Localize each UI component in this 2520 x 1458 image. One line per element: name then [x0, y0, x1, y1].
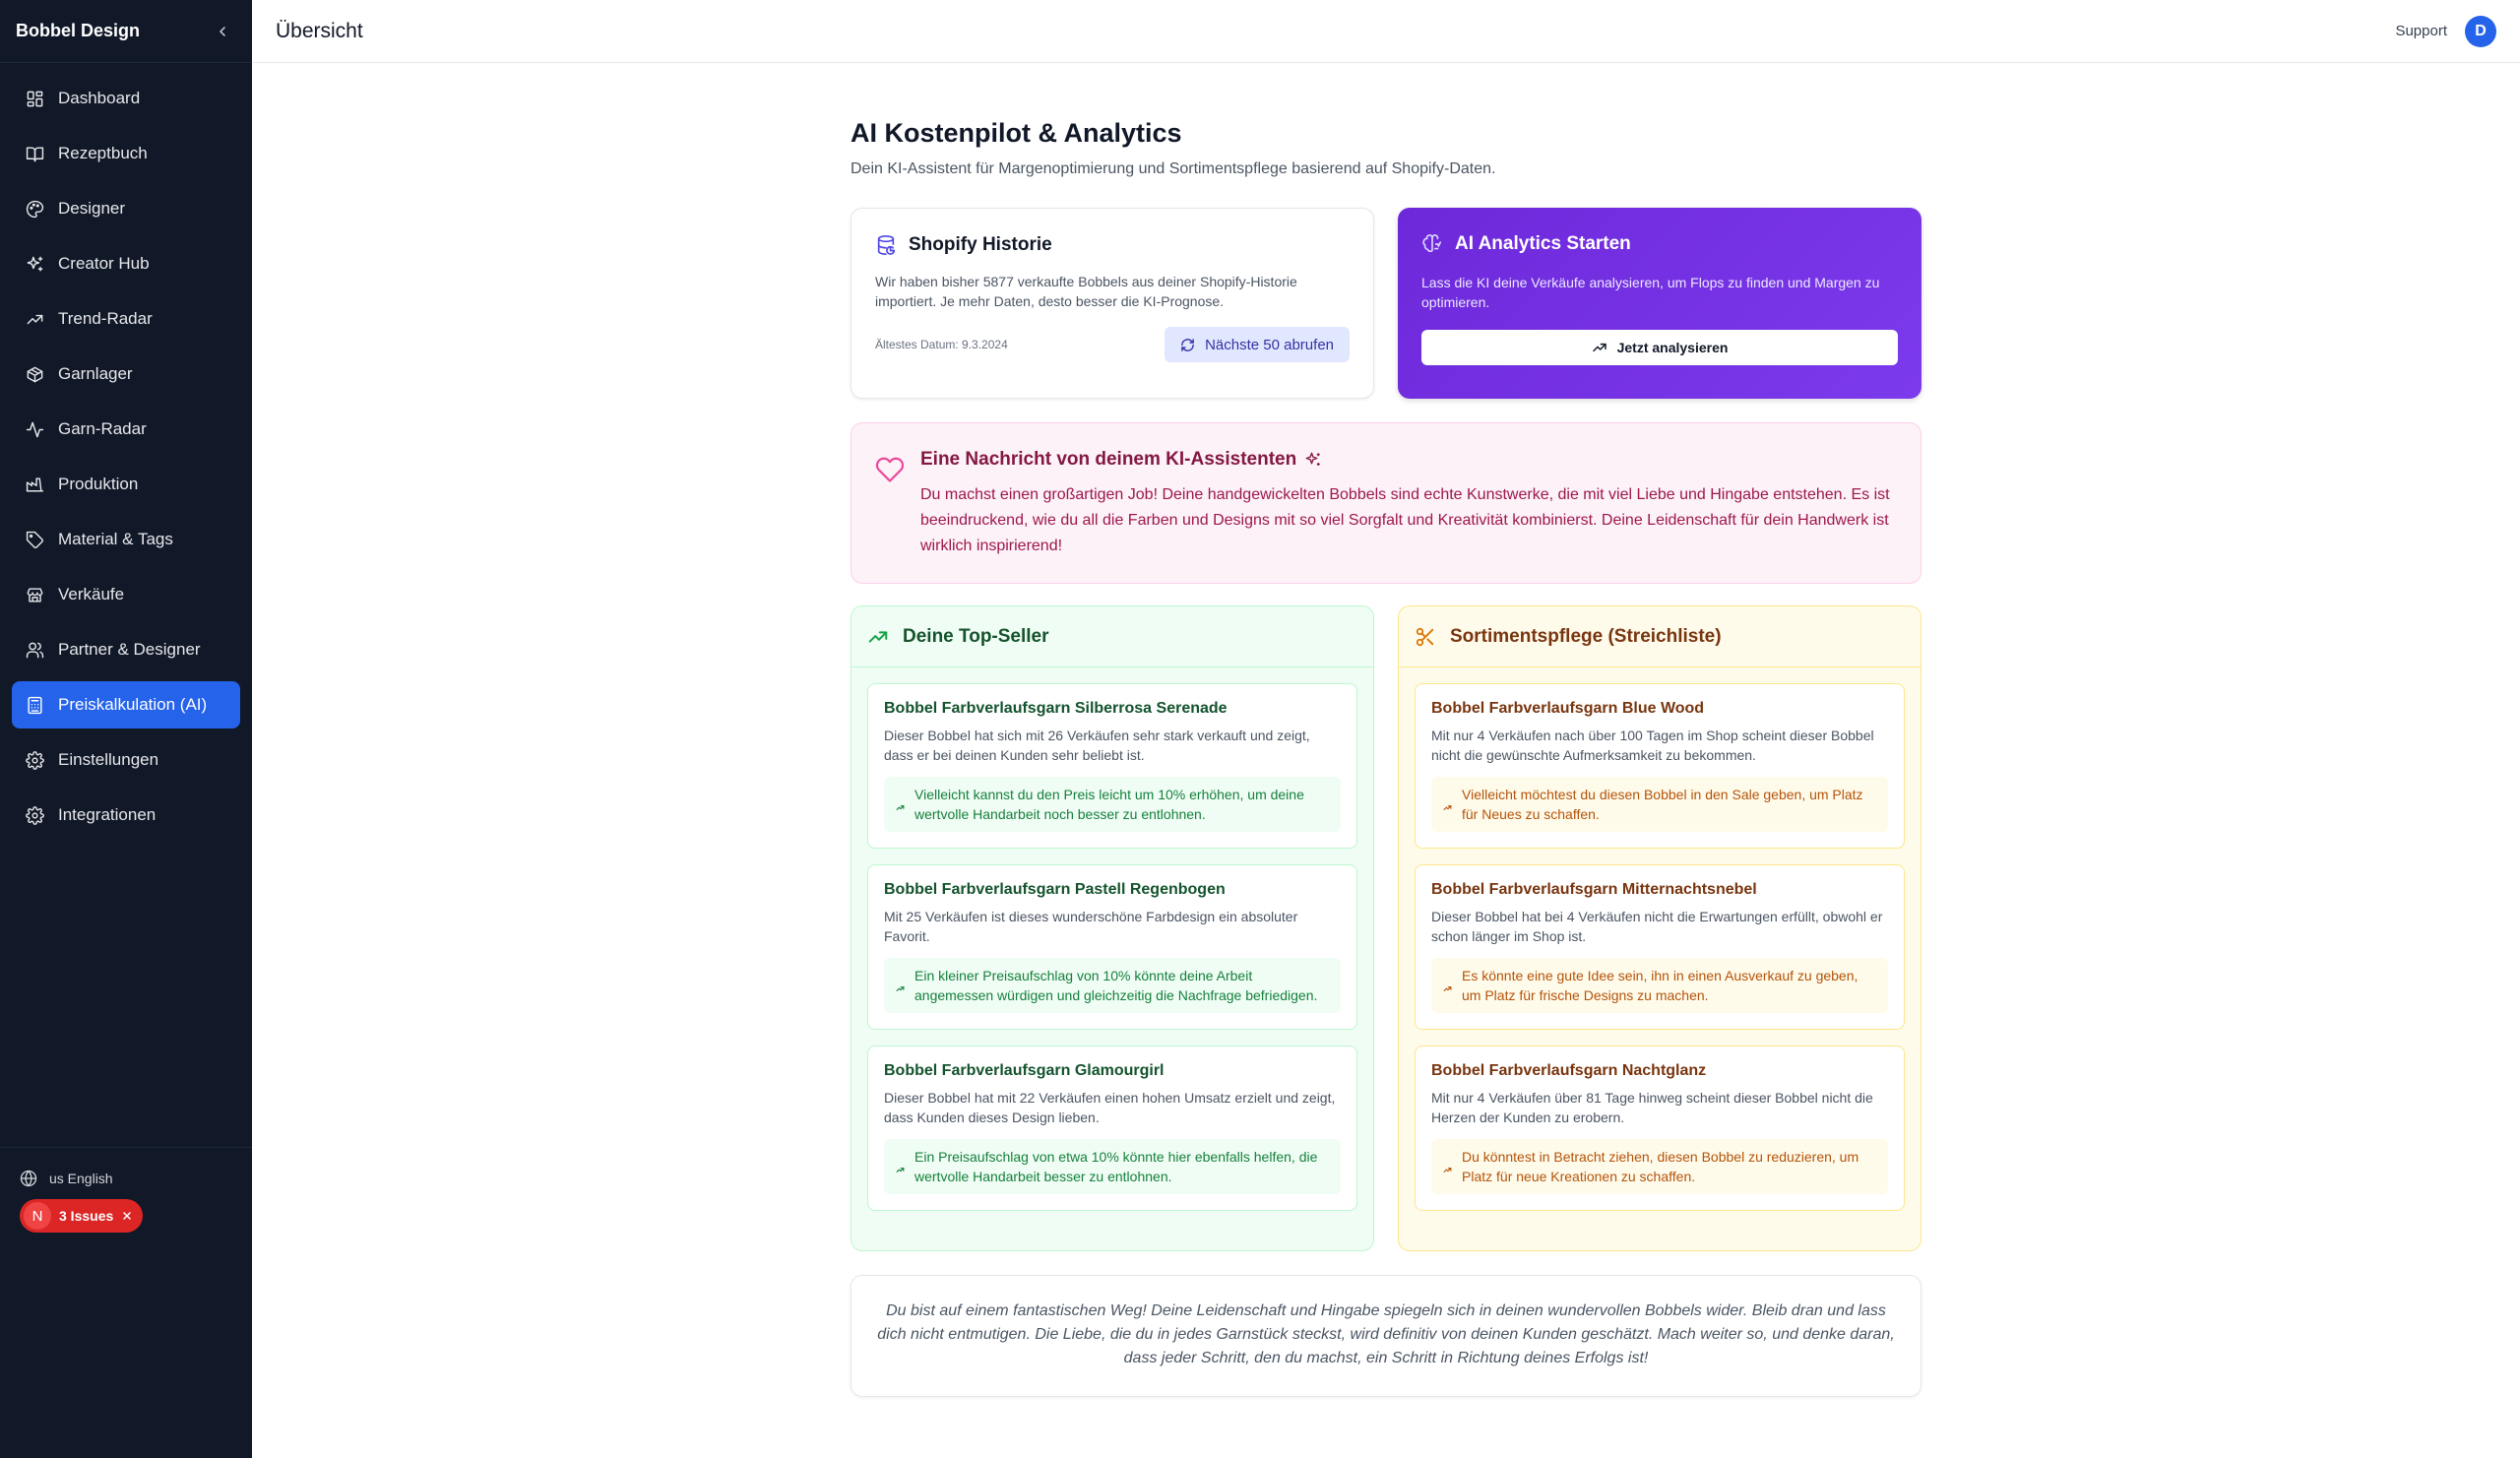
scissors-icon — [1415, 626, 1436, 648]
sparkles-icon — [26, 255, 44, 274]
sidebar-item-label: Preiskalkulation (AI) — [58, 695, 208, 714]
oldest-date: Ältestes Datum: 9.3.2024 — [875, 338, 1008, 351]
brain-icon — [1421, 233, 1443, 255]
item-description: Dieser Bobbel hat sich mit 26 Verkäufen sehr stark verkauft und zeigt, dass er bei deinen Kunden sehr beliebt ist. — [884, 728, 1310, 763]
trending-up-icon — [896, 785, 905, 824]
activity-icon — [26, 420, 44, 439]
globe-icon — [20, 1170, 37, 1187]
users-icon — [26, 641, 44, 660]
item-suggestion — [884, 958, 1341, 1013]
sidebar-item-label: Trend-Radar — [58, 309, 153, 328]
sidebar-header — [0, 0, 252, 63]
item-suggestion — [884, 777, 1341, 832]
sidebar-item-produktion[interactable] — [12, 461, 240, 508]
issues-label: 3 Issues — [59, 1208, 114, 1224]
fetch-next-button[interactable] — [1165, 327, 1350, 362]
database-icon — [875, 234, 897, 256]
settings-icon — [26, 751, 44, 770]
sidebar-item-label: Verkäufe — [58, 585, 125, 603]
item-suggestion — [1431, 958, 1888, 1013]
sidebar-item-label: Produktion — [58, 475, 139, 493]
package-icon — [26, 365, 44, 384]
list-item — [867, 864, 1357, 1030]
sidebar-item-label: Partner & Designer — [58, 640, 201, 659]
sidebar — [0, 0, 252, 1458]
item-description: Dieser Bobbel hat mit 22 Verkäufen einen hohen Umsatz erzielt und zeigt, dass Kunden dieses Design lieben. — [884, 1090, 1336, 1125]
main-content — [850, 118, 1922, 1397]
trending-up-icon — [896, 966, 905, 1005]
sidebar-item-integrationen[interactable] — [12, 792, 240, 839]
item-suggestion — [1431, 777, 1888, 832]
suggestion-text: Ein Preisaufschlag von etwa 10% könnte hier ebenfalls helfen, die wertvolle Handarbeit besser zu entlohnen. — [914, 1149, 1318, 1184]
language-switcher[interactable] — [20, 1170, 232, 1187]
suggestion-text: Vielleicht möchtest du diesen Bobbel in den Sale geben, um Platz für Neues zu schaffen. — [1462, 787, 1863, 822]
sidebar-item-verkaeufe[interactable] — [12, 571, 240, 618]
list-item — [1415, 683, 1905, 849]
issues-logo: N — [24, 1202, 51, 1230]
book-icon — [26, 145, 44, 163]
trending-up-icon — [1592, 340, 1607, 355]
analyze-now-label: Jetzt analysieren — [1616, 340, 1729, 355]
item-title: Bobbel Farbverlaufsgarn Pastell Regenbogen — [884, 881, 1226, 898]
sidebar-item-designer[interactable] — [12, 185, 240, 232]
main-heading: AI Kostenpilot & Analytics — [850, 118, 1182, 148]
assortment-list — [1399, 667, 1921, 1227]
collapse-sidebar-button[interactable] — [209, 18, 236, 45]
item-description: Dieser Bobbel hat bei 4 Verkäufen nicht die Erwartungen erfüllt, obwohl er schon länger im Shop ist. — [1431, 909, 1883, 944]
sidebar-item-rezeptbuch[interactable] — [12, 130, 240, 177]
suggestion-text: Es könnte eine gute Idee sein, ihn in einen Ausverkauf zu geben, um Platz für frische Designs zu machen. — [1462, 968, 1858, 1003]
sidebar-item-label: Material & Tags — [58, 530, 173, 548]
item-description: Mit 25 Verkäufen ist dieses wunderschöne Farbdesign ein absoluter Favorit. — [884, 909, 1298, 944]
language-label: us English — [49, 1171, 113, 1186]
sidebar-nav — [0, 63, 252, 851]
item-title: Bobbel Farbverlaufsgarn Mitternachtsnebel — [1431, 881, 1757, 898]
ai-analytics-card — [1398, 208, 1922, 399]
analyze-now-button[interactable] — [1421, 330, 1898, 365]
issues-badge[interactable] — [20, 1199, 143, 1233]
message-text: Du machst einen großartigen Job! Deine handgewickelten Bobbels sind echte Kunstwerke, die mit viel Liebe und Hingabe entstehen. Es ist beeindruckend, wie du all die Farben und Designs mit so viel Sorgfalt und Kreativität kombinierst. Deine Leidenschaft für dein Handwerk ist wirklich inspirierend! — [920, 486, 1890, 554]
top-seller-list — [851, 667, 1373, 1227]
sidebar-item-trend-radar[interactable] — [12, 295, 240, 343]
trending-up-icon — [1443, 1147, 1452, 1186]
trending-up-icon — [1443, 966, 1452, 1005]
suggestion-text: Vielleicht kannst du den Preis leicht um 10% erhöhen, um deine wertvolle Handarbeit noch besser zu entlohnen. — [914, 787, 1304, 822]
fetch-next-label: Nächste 50 abrufen — [1205, 336, 1334, 353]
sidebar-item-preiskalkulation-ai[interactable] — [12, 681, 240, 729]
heart-icon — [875, 455, 905, 484]
sidebar-footer — [0, 1147, 252, 1233]
dashboard-icon — [26, 90, 44, 108]
settings-icon — [26, 806, 44, 825]
sidebar-item-label: Integrationen — [58, 805, 157, 824]
trending-up-icon — [896, 1147, 905, 1186]
top-seller-panel — [850, 605, 1374, 1251]
sidebar-item-garn-radar[interactable] — [12, 406, 240, 453]
support-link[interactable]: Support — [2395, 23, 2447, 39]
shopify-title: Shopify Historie — [909, 234, 1052, 255]
list-item — [1415, 1046, 1905, 1211]
suggestion-text: Ein kleiner Preisaufschlag von 10% könnte deine Arbeit angemessen würdigen und gleichzeitig die Nachfrage befriedigen. — [914, 968, 1318, 1003]
sparkles-icon — [1304, 451, 1322, 469]
shopify-description: Wir haben bisher 5877 verkaufte Bobbels aus deiner Shopify-Historie importiert. Je mehr Daten, desto besser die KI-Prognose. — [875, 274, 1297, 309]
trending-up-icon — [1443, 785, 1452, 824]
top-seller-title: Deine Top-Seller — [903, 625, 1049, 647]
list-item — [1415, 864, 1905, 1030]
list-item — [867, 683, 1357, 849]
sidebar-item-label: Rezeptbuch — [58, 144, 148, 162]
sidebar-item-label: Dashboard — [58, 89, 141, 107]
ai-title: AI Analytics Starten — [1455, 233, 1631, 254]
avatar[interactable]: D — [2465, 16, 2496, 47]
message-title: Eine Nachricht von deinem KI-Assistenten — [920, 449, 1297, 470]
sidebar-item-label: Einstellungen — [58, 750, 159, 769]
item-description: Mit nur 4 Verkäufen über 81 Tage hinweg scheint dieser Bobbel nicht die Herzen der Kunden zu erobern. — [1431, 1090, 1873, 1125]
item-title: Bobbel Farbverlaufsgarn Glamourgirl — [884, 1062, 1165, 1079]
page-title: Übersicht — [276, 19, 363, 42]
sidebar-item-label: Designer — [58, 199, 126, 218]
closing-text: Du bist auf einem fantastischen Weg! Deine Leidenschaft und Hingabe spiegeln sich in deinen wundervollen Bobbels wider. Bleib dran und lass dich nicht entmutigen. Die Liebe, die du in jedes Garnstück steckst, wird definitiv von deinen Kunden geschätzt. Mach weiter so, und denke daran, dass jeder Schritt, den du machst, ein Schritt in Richtung deines Erfolgs ist! — [877, 1302, 1895, 1366]
topbar — [252, 0, 2520, 63]
suggestion-text: Du könntest in Betracht ziehen, diesen Bobbel zu reduzieren, um Platz für neue Kreationen zu schaffen. — [1462, 1149, 1859, 1184]
item-suggestion — [884, 1139, 1341, 1194]
sidebar-item-label: Creator Hub — [58, 254, 150, 273]
store-icon — [26, 586, 44, 604]
item-title: Bobbel Farbverlaufsgarn Silberrosa Serenade — [884, 700, 1228, 717]
trending-up-icon — [26, 310, 44, 329]
item-title: Bobbel Farbverlaufsgarn Nachtglanz — [1431, 1062, 1707, 1079]
main-subtitle: Dein KI-Assistent für Margenoptimierung und Sortimentspflege basierend auf Shopify-Daten. — [850, 160, 1496, 177]
chevron-left-icon — [215, 24, 230, 39]
list-item — [867, 1046, 1357, 1211]
refresh-icon — [1180, 338, 1195, 352]
factory-icon — [26, 475, 44, 494]
item-title: Bobbel Farbverlaufsgarn Blue Wood — [1431, 700, 1705, 717]
sidebar-item-dashboard[interactable] — [12, 75, 240, 122]
sidebar-item-creator-hub[interactable] — [12, 240, 240, 287]
item-description: Mit nur 4 Verkäufen nach über 100 Tagen im Shop scheint dieser Bobbel nicht die gewünschte Aufmerksamkeit zu bekommen. — [1431, 728, 1874, 763]
calculator-icon — [26, 696, 44, 715]
close-icon[interactable] — [121, 1210, 133, 1222]
sidebar-item-garnlager[interactable] — [12, 350, 240, 398]
tag-icon — [26, 531, 44, 549]
brand-logo: Bobbel Design — [16, 21, 141, 40]
sidebar-item-label: Garnlager — [58, 364, 133, 383]
sidebar-item-label: Garn-Radar — [58, 419, 147, 438]
palette-icon — [26, 200, 44, 219]
item-suggestion — [1431, 1139, 1888, 1194]
closing-message — [850, 1275, 1922, 1397]
assortment-panel — [1398, 605, 1922, 1251]
sidebar-item-einstellungen[interactable] — [12, 736, 240, 784]
assistant-message-card — [850, 422, 1922, 584]
sidebar-item-partner-designer[interactable] — [12, 626, 240, 673]
sidebar-item-material-tags[interactable] — [12, 516, 240, 563]
shopify-history-card — [850, 208, 1374, 399]
trending-up-icon — [867, 626, 889, 648]
ai-description: Lass die KI deine Verkäufe analysieren, um Flops zu finden und Margen zu optimieren. — [1421, 275, 1880, 310]
assortment-title: Sortimentspflege (Streichliste) — [1450, 625, 1722, 647]
